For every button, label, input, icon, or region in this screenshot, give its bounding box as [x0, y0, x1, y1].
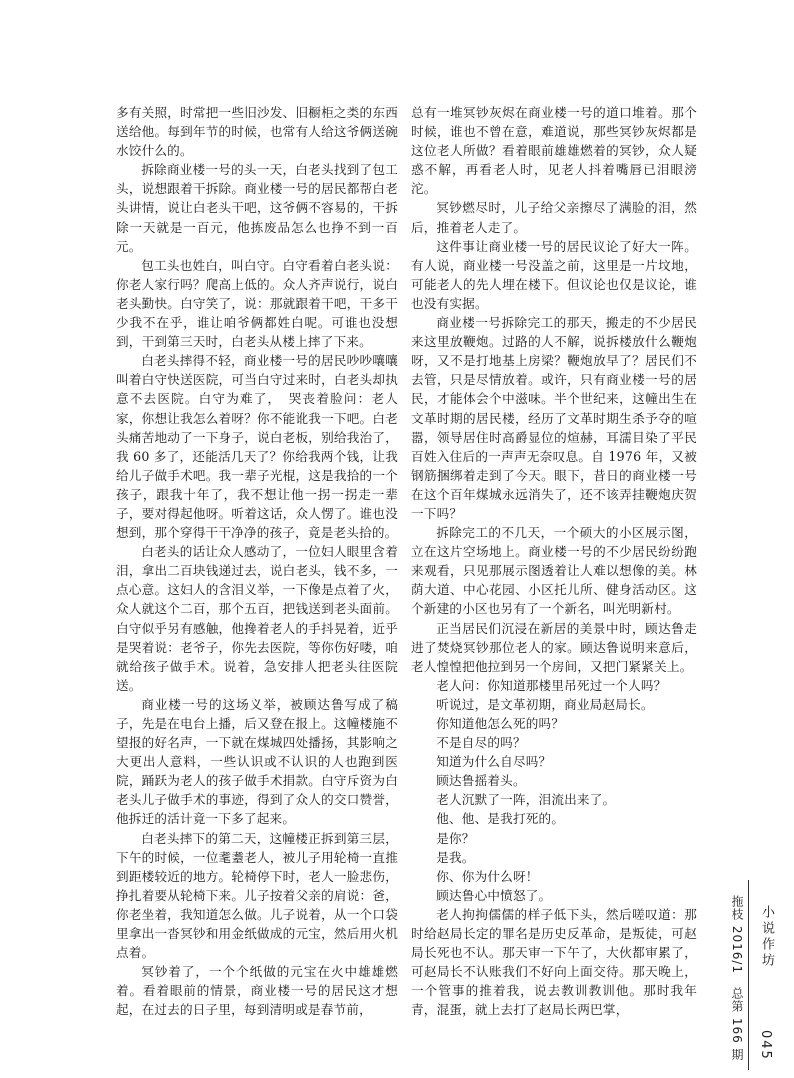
paragraph: 他、他、是我打死的。 [436, 811, 565, 827]
sidebar-divider [748, 880, 749, 1070]
paragraph: 顾达鲁心中愤怒了。 [436, 887, 552, 903]
paragraph: 白老头摔下的第二天，这幢楼正拆到第三层，下午的时候，一位耄耋老人，被儿子用轮椅一直推到距楼较近的地方。轮椅停下时，老人一脸悲伤，挣扎着要从轮椅下来。儿子按着父亲的肩说：爸，你老坐着，我知道怎么做。儿子说着，从一个口袋里拿出一沓冥钞和用金纸做成的元宝，然后用火机点着。 [116, 830, 398, 961]
paragraph: 冥钞着了，一个个纸做的元宝在火中雄雄燃着。看着眼前的情景，商业楼一号的居民这才想起，在过去的日子里，每到清明或是春节前， [116, 964, 398, 1018]
paragraph: 冥钞燃尽时，儿子给父亲擦尽了满脸的泪，然后，推着老人走了。 [411, 200, 697, 235]
paragraph: 知道为什么自尽吗？ [436, 754, 552, 770]
paragraph: 你、你为什么呀！ [436, 868, 539, 884]
paragraph: 商业楼一号拆除完工的那天，搬走的不少居民来这里放鞭炮。过路的人不解，说拆楼放什么鞭炮呀，又不是打地基上房梁？鞭炮放早了？居民们不去管，只是尽情放着。或许，只有商业楼一号的居民，才能体会个中滋味。半个世纪来，这幢出生在文革时期的居民楼，经历了文革时期生杀予夺的喧嚣，领导居住时高爵显位的煊赫，耳濡目染了平民百姓入住后的一声声无奈叹息。自 1976 年，又被钢筋捆绑着走到了今天。眼下，昔日的商业楼一号在这个百年煤城永远消失了，还不该弄挂鞭炮庆贺一下吗？ [411, 315, 697, 521]
right-text-column [411, 103, 697, 1020]
paragraph: 是你？ [436, 830, 475, 846]
paragraph: 正当居民们沉浸在新居的美景中时，顾达鲁走进了焚烧冥钞那位老人的家。顾达鲁说明来意后，老人惶惶把他拉到另一个房间，又把门紧紧关上。 [411, 620, 697, 674]
left-text-column [116, 103, 398, 1020]
paragraph: 老人拘拘儒儒的样子低下头，然后嗟叹道：那时给赵局长定的罪名是历史反革命，是叛徒，可赵局长死也不认。那天审一下午了，大伙都审累了，可赵局长不认账我们不好向上面交待。那天晚上，一个管事的推着我，说去教训教训他。那时我年青，混蛋，就上去打了赵局长两巴掌， [411, 906, 697, 1018]
paragraph: 包工头也姓白，叫白守。白守看着白老头说：你老人家行吗？爬高上低的。众人齐声说行，说白老头勤快。白守笑了，说：那就跟着干吧，干多干少我不在乎，谁让咱爷俩都姓白呢。可谁也没想到，干到第三天时，白老头从楼上摔了下来。 [116, 257, 398, 350]
paragraph: 老人问：你知道那楼里吊死过一个人吗？ [436, 677, 667, 693]
paragraph: 不是自尽的吗？ [436, 735, 526, 751]
paragraph: 白老头摔得不轻，商业楼一号的居民吵吵嚷嚷叫着白守快送医院，可当白守过来时，白老头却执意不去医院。白守为难了， 哭丧着脸问：老人家，你想让我怎么着呀？你不能讹我一下吧。白老头痛苦地动了一下身子，说白老板，别给我治了，我 60 多了，还能活几天了？你给我两个钱，让我给儿子做手术吧。我一辈子光棍，这是我拾的一个孩子，跟我十年了，我不想让他一拐一拐走一辈子，要对得起他呀。听着这话，众人愣了。谁也没想到，那个穿得干干净净的孩子，竟是老头拾的。 [116, 353, 398, 541]
paragraph: 顾达鲁摇着头。 [436, 773, 526, 789]
paragraph: 你知道他怎么死的吗？ [436, 716, 565, 731]
paragraph: 白老头的话让众人感动了，一位妇人眼里含着泪，拿出二百块钱递过去，说白老头，钱不多，一点心意。这妇人的含泪义举，一下像是点着了火，众人就这个二百，那个五百，把钱送到老头面前。白守似乎另有感触，他搀着老人的手抖晃着，近乎是哭着说：老爷子，你先去医院，等你伤好喽，咱就给孩子做手术。说着，急安排人把老头往医院送。 [116, 544, 398, 693]
section-title: 小说作坊 [759, 905, 774, 969]
paragraph: 拆除完工的不几天，一个硕大的小区展示图，立在这片空场地上。商业楼一号的不少居民纷纷跑来观看，只见那展示图透着让人难以想像的美。林荫大道、中心花园、小区托儿所、健身活动区。这个新建的小区也另有了一个新名，叫光明新村。 [411, 525, 697, 617]
paragraph: 老人沉默了一阵，泪流出来了。 [436, 792, 616, 808]
paragraph: 总有一堆冥钞灰烬在商业楼一号的道口堆着。那个时候，谁也不曾在意，难道说，那些冥钞灰烬都是这位老人所做？看着眼前雄雄燃着的冥钞，众人疑惑不解，再看老人时，见老人抖着嘴唇已泪眼滂沱。 [411, 105, 697, 197]
paragraph: 是我。 [436, 849, 475, 865]
page-number: 045 [758, 1030, 773, 1061]
paragraph: 拆除商业楼一号的头一天，白老头找到了包工头，说想跟着干拆除。商业楼一号的居民都帮白老头讲情，说让白老头干吧，这爷俩不容易的，干拆除一天就是一百元，他拣废品怎么也挣不到一百元。 [116, 162, 398, 254]
paragraph: 听说过，是文革初期，商业局赵局长。 [436, 696, 654, 712]
paragraph: 这件事让商业楼一号的居民议论了好大一阵。有人说，商业楼一号没盖之前，这里是一片坟地，可能老人的先人埋在楼下。但议论也仅是议论，谁也没有实据。 [411, 238, 697, 311]
paragraph: 商业楼一号的这场义举，被顾达鲁写成了稿子，先是在电台上播，后又登在报上。这幢楼施不望报的好名声，一下就在煤城四处播扬，其影响之大更出人意料，一些认识或不认识的人也跑到医院，踊跃为老人的孩子做手术捐款。白守斥资为白老头儿子做手术的事迹，得到了众人的交口赞誉，他拆迁的活计竟一下多了起来。 [116, 696, 398, 827]
journal-issue-label: 拖枝 2016/1 总第 166 期 [730, 895, 744, 1062]
paragraph: 多有关照，时常把一些旧沙发、旧橱柜之类的东西送给他。每到年节的时候，也常有人给这爷俩送碗水饺什么的。 [116, 105, 398, 159]
